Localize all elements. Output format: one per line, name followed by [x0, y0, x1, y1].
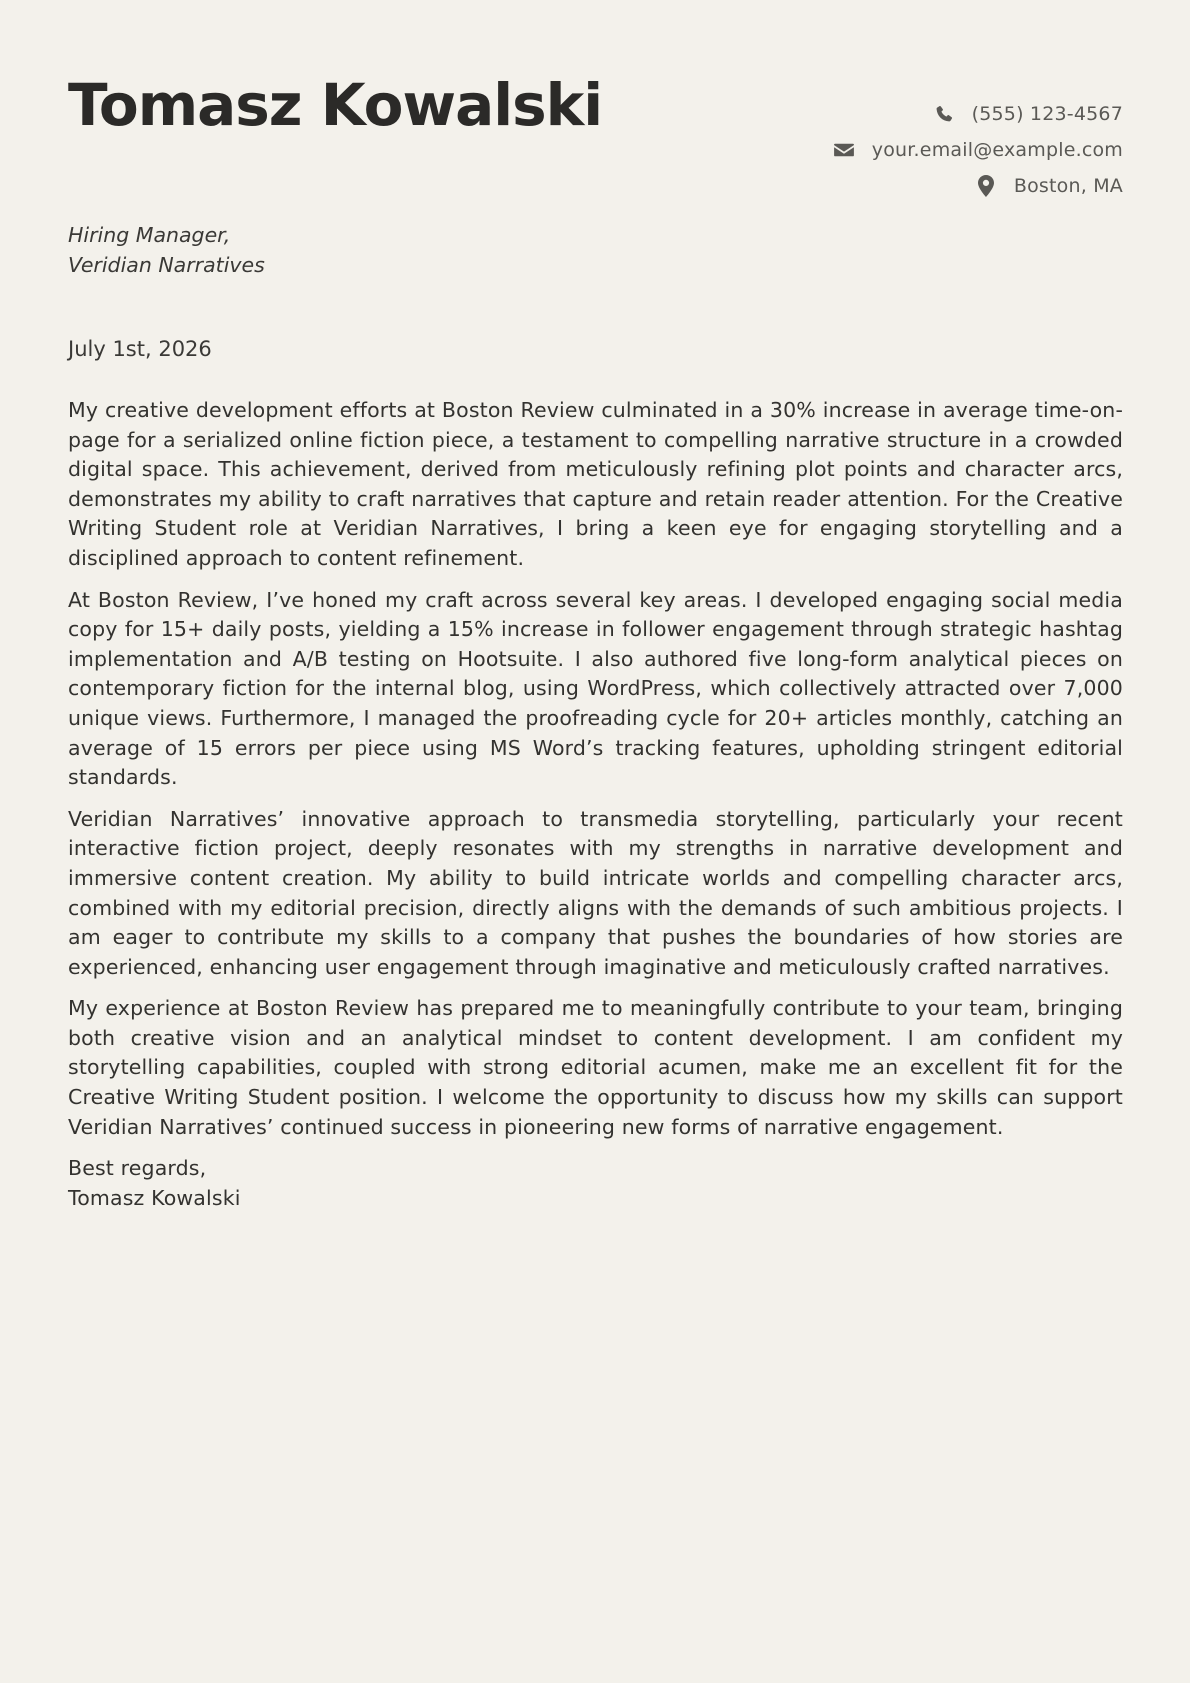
recipient-company: Veridian Narratives	[68, 253, 265, 277]
body-paragraph: My creative development efforts at Boston Review culminated in a 30% increase in average time-on-page for a serialized online fiction piece, a testament to compelling narrative structure in a crowded digital space. This achievement, derived from meticulously refining plot points and character arcs, demonstrates my ability to craft narratives that capture and retain reader attention. For the Creative Writing Student role at Veridian Narratives, I bring a keen eye for engaging storytelling and a disciplined approach to content refinement.	[68, 398, 1123, 570]
closing-block	[68, 1154, 1123, 1213]
contact-location	[832, 168, 1123, 204]
contact-info	[832, 96, 1123, 204]
phone-text: (555) 123-4567	[971, 103, 1123, 125]
body-paragraph: Veridian Narratives’ innovative approach to transmedia storytelling, particularly your recent interactive fiction project, deeply resonates with my strengths in narrative development and immersive content creation. My ability to build intricate worlds and compelling character arcs, combined with my editorial precision, directly aligns with the demands of such ambitious projects. I am eager to contribute my skills to a company that pushes the boundaries of how stories are experienced, enhancing user engagement through imaginative and meticulously crafted narratives.	[68, 806, 1123, 979]
body-paragraph: At Boston Review, I’ve honed my craft across several key areas. I developed engaging social media copy for 15+ daily posts, yielding a 15% increase in follower engagement through strategic hashtag implementation and A/B testing on Hootsuite. I also authored five long-form analytical pieces on contemporary fiction for the internal blog, using WordPress, which collectively attracted over 7,000 unique views. Furthermore, I managed the proofreading cycle for 20+ articles monthly, catching an average of 15 errors per piece using MS Word’s tracking features, upholding stringent editorial standards.	[68, 587, 1123, 790]
closing-signature: Tomasz Kowalski	[68, 1185, 241, 1210]
recipient-title: Hiring Manager,	[68, 223, 231, 247]
letter-date: July 1st, 2026	[68, 337, 212, 361]
cover-letter-page	[68, 0, 1123, 1683]
phone-icon	[932, 102, 956, 126]
email-text: your.email@example.com	[871, 139, 1123, 161]
letter-body	[68, 396, 1123, 1213]
location-text: Boston, MA	[1013, 175, 1123, 197]
closing-salutation: Best regards,	[68, 1156, 207, 1181]
body-paragraph: My experience at Boston Review has prepared me to meaningfully contribute to your team, bringing both creative vision and an analytical mindset to content development. I am confident my storytelling capabilities, coupled with strong editorial acumen, make me an excellent fit for the Creative Writing Student position. I welcome the opportunity to discuss how my skills can support Veridian Narratives’ continued success in pioneering new forms of narrative engagement.	[68, 996, 1123, 1139]
map-pin-icon	[974, 174, 998, 198]
applicant-name: Tomasz Kowalski	[68, 71, 603, 139]
letter-header	[68, 0, 1123, 210]
recipient-block	[68, 220, 265, 280]
envelope-icon	[832, 138, 856, 162]
contact-phone	[832, 96, 1123, 132]
contact-email	[832, 132, 1123, 168]
